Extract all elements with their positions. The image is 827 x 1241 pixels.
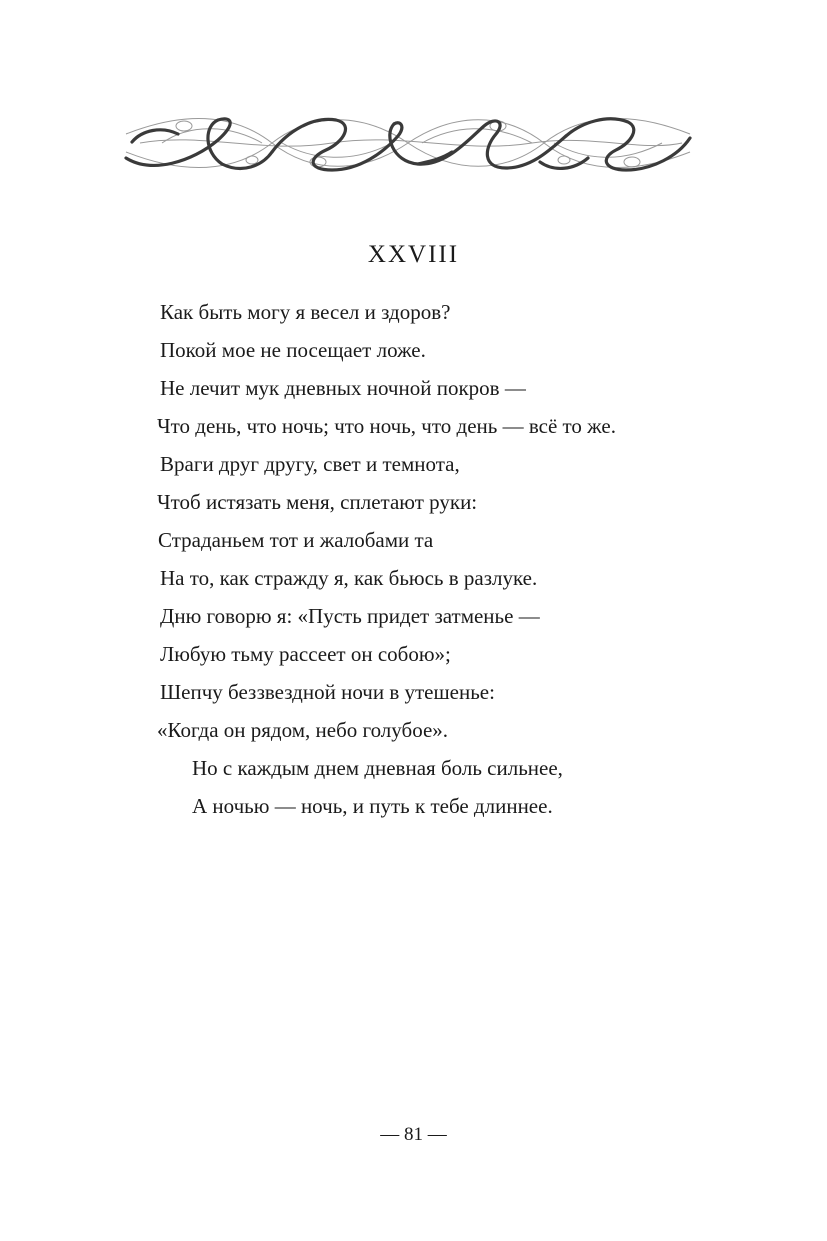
poem-line-indented: Но с каждым днем дневная боль сильнее, bbox=[192, 756, 563, 780]
poem-line: Дню говорю я: «Пусть придет затменье — bbox=[160, 604, 540, 628]
poem-line: Шепчу беззвездной ночи в утешенье: bbox=[160, 680, 495, 704]
poem-title: XXVIII bbox=[367, 241, 460, 268]
poem-line: Что день, что ночь; что ночь, что день — всё то же. bbox=[157, 414, 616, 438]
poem-line: Покой мое не посещает ложе. bbox=[160, 338, 426, 362]
poem-line: На то, как стражду я, как бьюсь в разлуке. bbox=[160, 566, 538, 590]
ornament-flourish-icon bbox=[122, 112, 694, 174]
poem-line: Не лечит мук дневных ночной покров — bbox=[160, 376, 526, 400]
poem-line: «Когда он рядом, небо голубое». bbox=[157, 718, 449, 742]
poem-line: Враги друг другу, свет и темнота, bbox=[160, 452, 460, 476]
poem-line: Страданьем тот и жалобами та bbox=[158, 528, 434, 552]
page-number: — 81 — bbox=[380, 1124, 447, 1145]
poem-line: Как быть могу я весел и здоров? bbox=[160, 300, 451, 324]
poem-line: Любую тьму рассеет он собою»; bbox=[160, 642, 451, 666]
poem-line-indented: А ночью — ночь, и путь к тебе длиннее. bbox=[192, 794, 553, 818]
poem-line: Чтоб истязать меня, сплетают руки: bbox=[157, 490, 478, 514]
